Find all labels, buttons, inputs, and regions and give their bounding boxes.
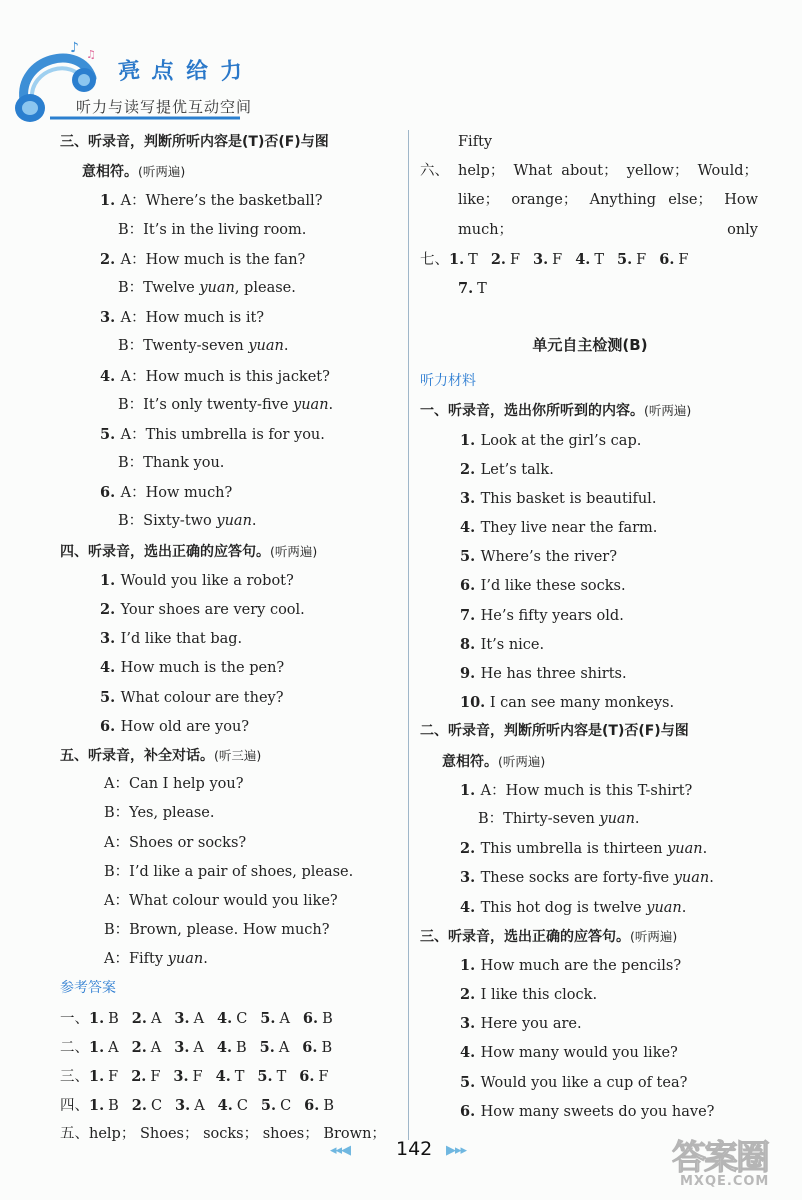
page-footer [330,1136,510,1166]
dialog-line: 4. A：How much is this jacket? [100,367,330,385]
column-divider [408,130,409,1140]
list-item: 5. What colour are they? [100,688,284,706]
list-item: 3. This basket is beautiful. [460,489,657,507]
listening-heading: 听力材料 [420,373,476,390]
list-item: 2. Let’s talk. [460,460,554,478]
section-heading: 三、听录音，选出正确的应答句。(听两遍) [420,928,678,945]
left-arrows-icon: ◂◂◀ [330,1143,351,1158]
answer-text: help； What about； yellow； Would； like； orange； Anything else； How much； only [458,163,758,238]
dialog-line: B：It’s only twenty-five yuan. [118,396,334,413]
list-item: 1. Would you like a robot? [100,571,294,589]
list-item: 4. This hot dog is twelve yuan. [460,898,687,916]
list-item: 1. How much are the pencils? [460,956,682,974]
dialog-line: B：Thank you. [118,455,225,472]
dialog-line: 6. A：How much? [100,484,233,502]
list-item: 4. They live near the farm. [460,519,658,537]
answer-cell: 6. B [302,1009,333,1027]
list-item: 2. I like this clock. [460,986,598,1004]
answer-cell: 2. A [131,1038,162,1056]
dialog-line: A：What colour would you like? [104,892,338,909]
answer-row: 三、1. F 2. F 3. F 4. T 5. T 6. F [60,1062,405,1091]
list-item: 4. How much is the pen? [100,659,285,677]
answer-cell: 1. F [89,1068,119,1085]
list-item: 8. It’s nice. [460,635,545,653]
dialog-line: B：It’s in the living room. [118,221,307,238]
dialog-line: B：I’d like a pair of shoes, please. [104,863,354,880]
section-heading: 四、听录音，选出正确的应答句。(听两遍) [60,543,318,560]
response-list [420,951,760,1126]
watermark-text: 答案圈 [672,1138,768,1178]
dialog-line: B：Brown, please. How much? [104,922,330,939]
answer-cell: 2. F [131,1068,161,1085]
dialog-line: 2. A：How much is the fan? [100,250,306,268]
list-item: 1. Look at the girl’s cap. [460,431,642,449]
answer-cell: 2. F [490,250,521,268]
unit-title: 单元自主检测(B) [532,336,648,355]
list-item: 2. This umbrella is thirteen yuan. [460,840,708,858]
answer-cell: 6. B [304,1097,334,1115]
answer-cell: 5. F [617,250,647,268]
answer-cell: 1. T [449,250,478,268]
left-column [60,128,405,1150]
answers-heading: 参考答案 [60,980,116,997]
answer-cell: 4. T [575,250,605,268]
list-item: 3. Here you are. [460,1015,582,1033]
answer-row-cont: Fifty [458,134,493,150]
right-arrows-icon: ▶▸▸ [446,1143,467,1158]
svg-text:♪: ♪ [70,40,79,56]
list-item: 7. He’s fifty years old. [460,606,624,624]
list-item: 6. How many sweets do you have? [460,1102,715,1120]
right-column [420,128,760,1126]
dialog-line: B：Sixty-two yuan. [118,513,257,530]
dialog-line: B：Thirty-seven yuan. [478,810,640,827]
answer-cell: 6. F [659,250,689,268]
answer-cell: 3. A [174,1038,204,1056]
section-heading-cont: 意相符。(听两遍) [82,164,186,181]
answer-cell: 4. B [216,1038,247,1056]
answer-row: 五、help； Shoes； socks； shoes； Brown； [60,1126,386,1143]
answer-cell: 3. A [175,1097,205,1115]
answer-row: 一、1. B 2. A 3. A 4. C 5. A 6. B [60,1004,405,1033]
section-heading: 一、听录音，选出你所听到的内容。(听两遍) [420,403,692,420]
section-heading: 二、听录音，判断所听内容是(T)否(F)与图 [420,723,689,740]
answer-row: 六、 help； What about； yellow； Would； like； orange； Anything else； How much； only [420,157,760,245]
answer-cell: 2. A [131,1009,162,1027]
list-item: 3. These socks are forty-five yuan. [460,869,714,887]
answer-rows [60,1004,405,1121]
answer-row: 四、1. B 2. C 3. A 4. C 5. C 6. B [60,1091,405,1120]
answer-cell: 4. T [215,1068,245,1085]
dialog-line: 5. A：This umbrella is for you. [100,425,325,443]
dialog-line: A：Fifty yuan. [104,951,208,968]
watermark-url: MXQE.COM [680,1174,770,1189]
answer-cell: 6. B [302,1038,333,1056]
answer-row: 二、1. A 2. A 3. A 4. B 5. A 6. B [60,1033,405,1062]
watermark-logo [672,1130,792,1194]
dialog-line: B：Twenty-seven yuan. [118,338,289,355]
answer-cell: 1. B [89,1097,119,1115]
section-heading: 五、听录音，补全对话。(听三遍) [60,747,262,764]
answer-cell: 4. C [217,1009,248,1027]
dialog-line: 1. A：Where’s the basketball? [100,192,323,210]
answer-cell: 3. F [533,250,563,268]
list-item: 2. Your shoes are very cool. [100,601,305,618]
answer-row: 七、1. T 2. F 3. F 4. T 5. F 6. F [420,245,760,274]
dialog-line: 3. A：How much is it? [100,309,265,327]
answer-cell: 1. B [89,1009,119,1027]
svg-text:♫: ♫ [86,48,96,61]
dialog-line: A：Shoes or socks? [104,834,247,851]
list-item: 10. I can see many monkeys. [460,694,675,712]
brand-title [118,54,254,85]
dialog-line: A：Can I help you? [104,776,244,793]
brand-char: 力 [219,57,246,86]
answer-row-cont: 7. T [458,279,487,297]
header-subtitle: 听力与读写提优互动空间 [76,98,253,116]
dialog-line: 1. A：How much is this T-shirt? [460,781,693,799]
answer-cell: 3. A [174,1009,205,1027]
brand-char: 亮 [116,57,144,86]
listening-list [420,426,760,718]
answer-cell: 5. C [260,1097,292,1115]
list-item: 5. Would you like a cup of tea? [460,1073,688,1091]
page-header [0,0,802,125]
brand-char: 给 [185,58,211,85]
list-item: 6. How old are you? [100,717,250,735]
list-item: 3. I’d like that bag. [100,630,243,648]
answer-cell: 4. C [217,1097,248,1115]
page-number: 142 [396,1138,433,1160]
list-item: 9. He has three shirts. [460,665,627,683]
list-item: 4. How many would you like? [460,1044,678,1062]
answer-cell: 5. A [260,1009,290,1027]
answer-cell: 1. A [89,1038,119,1056]
brand-char: 点 [151,58,177,85]
answer-cell: 2. C [131,1097,163,1115]
list-item: 5. Where’s the river? [460,548,618,566]
section-heading: 三、听录音，判断所听内容是(T)否(F)与图 [60,134,329,150]
dialog-line: B：Twelve yuan, please. [118,279,296,296]
list-item: 6. I’d like these socks. [460,577,626,595]
answer-cell: 3. F [173,1068,203,1085]
section-heading-cont: 意相符。(听两遍) [442,753,546,770]
answer-cell: 6. F [299,1068,329,1085]
answer-cell: 5. T [257,1068,287,1085]
answer-cell: 5. A [259,1038,290,1056]
dialog-line: B：Yes, please. [104,805,215,822]
